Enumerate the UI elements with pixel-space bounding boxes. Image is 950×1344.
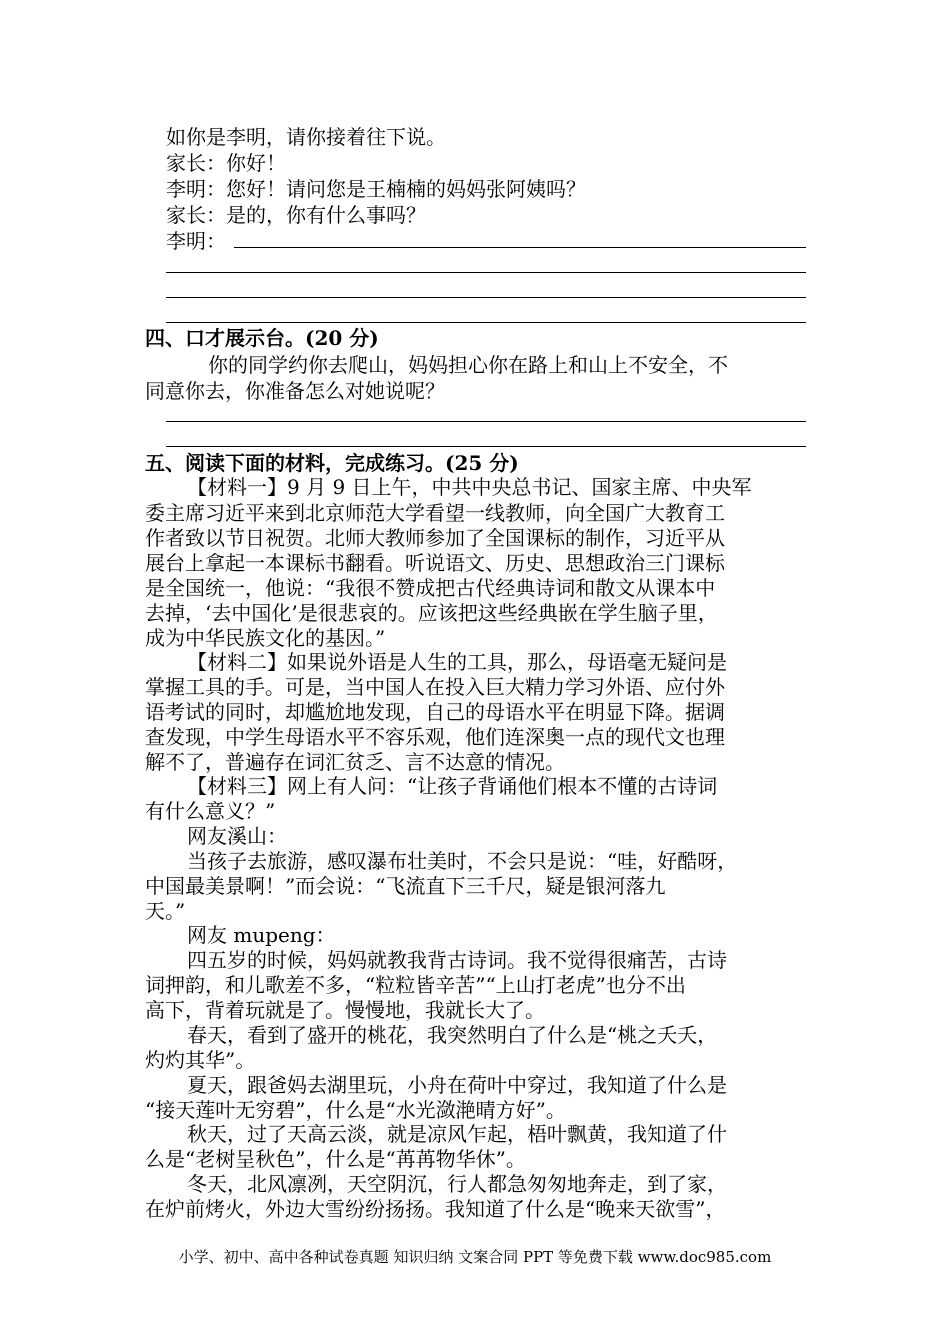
paragraph-line: 在炉前烤火，外边大雪纷纷扬扬。我知道了什么是“晚来天欲雪”， (145, 1197, 726, 1221)
paragraph-line: 作者致以节日祝贺。北师大教师参加了全国课标的制作，习近平从 (145, 526, 725, 550)
paragraph-line: 网友 mupeng： (187, 923, 336, 947)
paragraph-line: 夏天，跟爸妈去湖里玩，小舟在荷叶中穿过，我知道了什么是 (187, 1073, 727, 1097)
section-4-heading: 四、口才展示台。(20 分) (145, 326, 379, 350)
paragraph-line: 天。” (145, 899, 186, 923)
paragraph-line: 语考试的同时，却尴尬地发现，自己的母语水平在明显下降。据调 (145, 700, 725, 724)
dialogue-line-parent-2: 家长：是的，你有什么事吗？ (166, 203, 426, 227)
paragraph-line: 【材料一】9 月 9 日上午，中共中央总书记、国家主席、中央军 (187, 475, 752, 499)
answer-line[interactable] (166, 322, 806, 323)
answer-line[interactable] (166, 272, 806, 273)
section-5-heading: 五、阅读下面的材料，完成练习。(25 分) (145, 451, 519, 475)
answer-line[interactable] (166, 421, 806, 422)
paragraph-line: 当孩子去旅游，感叹瀑布壮美时，不会只是说：“哇，好酷呀， (187, 849, 738, 873)
paragraph-line: 中国最美景啊！”而会说：“飞流直下三千尺，疑是银河落九 (145, 874, 666, 898)
paragraph-line: 冬天，北风凛冽，天空阴沉，行人都急匆匆地奔走，到了家， (187, 1172, 727, 1196)
section-4-text: 同意你去，你准备怎么对她说呢？ (145, 379, 445, 403)
dialogue-intro: 如你是李明，请你接着往下说。 (166, 125, 446, 149)
paragraph-line: 高下，背着玩就是了。慢慢地，我就长大了。 (145, 998, 545, 1022)
page-footer: 小学、初中、高中各种试卷真题 知识归纳 文案合同 PPT 等免费下载 www.doc985.com (178, 1248, 772, 1266)
paragraph-line: 是全国统一，他说：“我很不赞成把古代经典诗词和散文从课本中 (145, 576, 716, 600)
paragraph-line: 【材料三】网上有人问：“让孩子背诵他们根本不懂的古诗词 (187, 774, 718, 798)
dialogue-line-parent-1: 家长：你好！ (166, 151, 286, 175)
dialogue-line-liming-prefix: 李明： (166, 229, 226, 253)
answer-line[interactable] (166, 446, 806, 447)
dialogue-line-liming-1: 李明：您好！请问您是王楠楠的妈妈张阿姨吗？ (166, 177, 586, 201)
paragraph-line: 网友溪山： (187, 824, 287, 848)
paragraph-line: 有什么意义？” (145, 799, 276, 823)
paragraph-line: 展台上拿起一本课标书翻看。听说语文、历史、思想政治三门课标 (145, 551, 725, 575)
paragraph-line: 去掉，‘去中国化’是很悲哀的。应该把这些经典嵌在学生脑子里， (145, 601, 718, 625)
paragraph-line: 么是“老树呈秋色”，什么是“苒苒物华休”。 (145, 1147, 526, 1171)
paragraph-line: 委主席习近平来到北京师范大学看望一线教师，向全国广大教育工 (145, 501, 725, 525)
answer-line[interactable] (234, 247, 806, 248)
paragraph-line: 灼灼其华”。 (145, 1048, 256, 1072)
section-4-text: 你的同学约你去爬山，妈妈担心你在路上和山上不安全，不 (208, 353, 728, 377)
paragraph-line: 秋天，过了天高云淡，就是凉风乍起，梧叶飘黄，我知道了什 (187, 1122, 727, 1146)
answer-line[interactable] (166, 297, 806, 298)
paragraph-line: 四五岁的时候，妈妈就教我背古诗词。我不觉得很痛苦，古诗 (187, 948, 727, 972)
paragraph-line: 解不了，普遍存在词汇贫乏、言不达意的情况。 (145, 750, 565, 774)
paragraph-line: 春天，看到了盛开的桃花，我突然明白了什么是“桃之夭夭， (187, 1023, 718, 1047)
paragraph-line: 【材料二】如果说外语是人生的工具，那么，母语毫无疑问是 (187, 650, 727, 674)
paragraph-line: 掌握工具的手。可是，当中国人在投入巨大精力学习外语、应付外 (145, 675, 725, 699)
paragraph-line: 词押韵，和儿歌差不多，“粒粒皆辛苦”“上山打老虎”也分不出 (145, 973, 686, 997)
paragraph-line: 成为中华民族文化的基因。” (145, 626, 386, 650)
paragraph-line: “接天莲叶无穷碧”，什么是“水光潋滟晴方好”。 (145, 1098, 566, 1122)
paragraph-line: 查发现，中学生母语水平不容乐观，他们连深奥一点的现代文也理 (145, 725, 725, 749)
